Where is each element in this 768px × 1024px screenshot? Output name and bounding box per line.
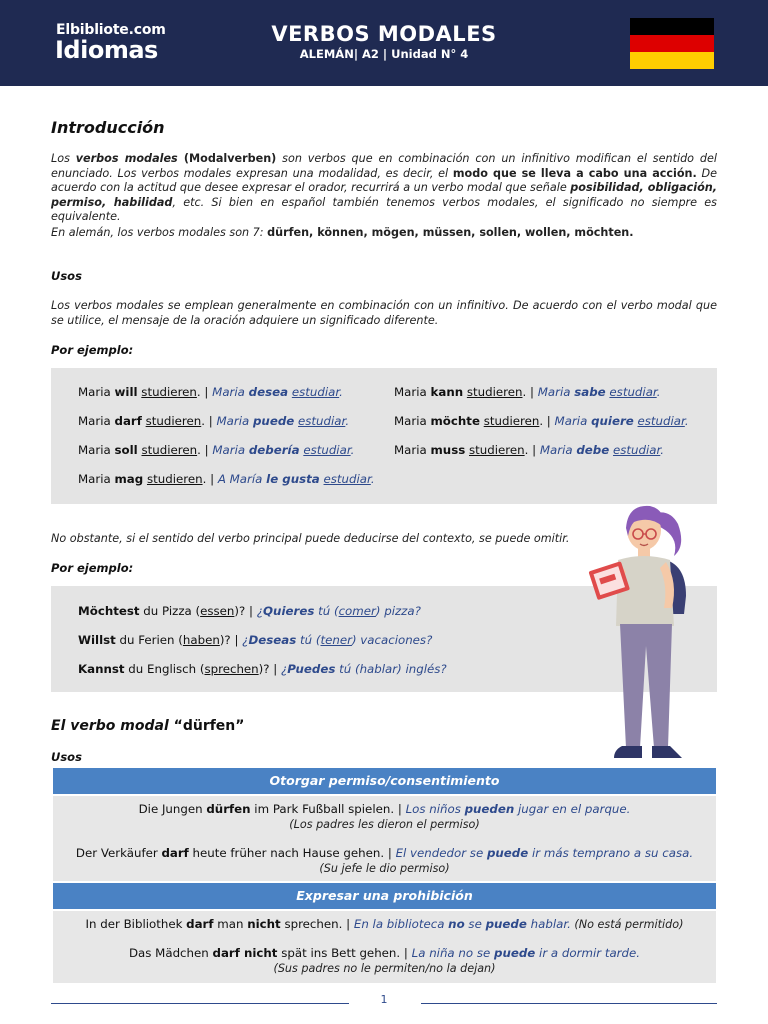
de-infinitive: studieren: [469, 443, 525, 457]
de-text: . |: [196, 385, 213, 399]
de-modal: kann: [430, 385, 464, 399]
example-line: [394, 414, 689, 428]
es-negation: no: [448, 917, 465, 931]
es-text: Maria: [554, 414, 592, 428]
intro-text: De acuerdo con la actitud que desee expresar el orador, recurrirá a un verbo modal que señale: [51, 166, 717, 195]
example-note: (Su jefe le dio permiso): [319, 862, 450, 875]
example-note: (Sus padres no le permiten/no la dejan): [273, 962, 496, 975]
intro-bold: (Modalverben): [177, 152, 277, 165]
de-text: . |: [539, 414, 555, 428]
usos-label: Usos: [51, 269, 82, 283]
de-text: )? |: [219, 633, 243, 647]
por-ejemplo-label-2: Por ejemplo:: [51, 561, 134, 575]
de-infinitive: studieren: [141, 385, 197, 399]
example-line: [394, 385, 660, 399]
de-modal: darf nicht: [212, 946, 278, 960]
de-text: Maria: [78, 414, 115, 428]
de-text: Maria: [394, 443, 431, 457]
example-line: [78, 385, 343, 399]
es-text: Maria: [212, 443, 249, 457]
example-line: [78, 662, 447, 676]
page-number: 1: [380, 993, 388, 1006]
example-row: [53, 846, 716, 876]
de-text: Maria: [78, 443, 115, 457]
es-modal: quiere: [591, 414, 634, 428]
intro-heading: Introducción: [51, 118, 165, 137]
de-text: sprechen. |: [280, 917, 354, 931]
girl-reading-illustration: [588, 496, 698, 766]
de-modal: muss: [430, 443, 466, 457]
es-text: .: [660, 443, 665, 457]
de-text: Maria: [394, 385, 431, 399]
es-text: .: [656, 385, 661, 399]
de-text: spät ins Bett gehen. |: [277, 946, 412, 960]
es-modal: le gusta: [266, 472, 320, 486]
es-text: se: [464, 917, 486, 931]
section-body-prohibicion: [53, 911, 716, 983]
intro-text: , etc. Si bien en español también tenemos verbos modales, el significado no siempre es equivalente.: [51, 195, 717, 224]
es-text: ) vacaciones?: [351, 633, 433, 647]
intro-text: Los: [51, 152, 76, 165]
es-modal: desea: [248, 385, 289, 399]
es-text: ) pizza?: [375, 604, 421, 618]
de-text: )? |: [258, 662, 281, 676]
example-row: [53, 802, 716, 832]
es-text: Maria: [537, 385, 575, 399]
page-subtitle: ALEMÁN| A2 | Unidad N° 4: [299, 47, 469, 61]
de-text: . |: [202, 472, 218, 486]
es-modal: puede: [485, 917, 527, 931]
es-text: .: [339, 385, 343, 399]
de-text: Der Verkäufer: [75, 846, 162, 860]
page-header: [0, 0, 768, 86]
logo-bottom-text: Idiomas: [55, 36, 158, 64]
de-infinitive: sprechen: [204, 662, 259, 676]
footer-rule-right: [421, 1003, 717, 1004]
intro-bold: verbos modales: [75, 152, 178, 165]
de-modal: mag: [114, 472, 144, 486]
de-text: im Park Fußball spielen. |: [250, 802, 406, 816]
es-infinitive: estudiar: [323, 472, 371, 486]
es-modal: puede: [252, 414, 295, 428]
de-text: . |: [201, 414, 217, 428]
es-modal: debe: [576, 443, 610, 457]
es-text: tú (: [296, 633, 321, 647]
es-infinitive: estudiar: [609, 385, 657, 399]
example-line: [78, 443, 354, 457]
example-note: (No está permitido): [570, 918, 684, 931]
es-text: .: [370, 472, 375, 486]
es-infinitive: estudiar: [637, 414, 685, 428]
de-text: Maria: [78, 472, 115, 486]
german-flag-icon: [630, 18, 714, 69]
example-row: [53, 917, 716, 932]
de-infinitive: studieren: [146, 472, 203, 486]
de-infinitive: essen: [200, 604, 235, 618]
modal-list: dürfen, können, mögen, müssen, sollen, wollen, möchten.: [267, 226, 634, 239]
es-text: ¿: [242, 633, 249, 647]
es-modal: puede: [494, 946, 536, 960]
es-text: tú (: [314, 604, 339, 618]
durfen-heading-verb: “dürfen”: [173, 718, 245, 734]
example-line: [78, 472, 375, 486]
de-text: )? |: [234, 604, 257, 618]
es-modal: Puedes: [287, 662, 336, 676]
es-infinitive: estudiar: [298, 414, 346, 428]
example-line: [78, 633, 432, 647]
examples-box: [51, 368, 717, 504]
footer-rule-left: [51, 1003, 349, 1004]
por-ejemplo-label: Por ejemplo:: [51, 343, 134, 357]
intro-modals-paragraph: [51, 226, 717, 241]
de-text: Die Jungen: [138, 802, 207, 816]
de-text: heute früher nach Hause gehen. |: [188, 846, 396, 860]
de-text: . |: [197, 443, 213, 457]
es-text: ¿: [281, 662, 288, 676]
es-infinitive: estudiar: [291, 385, 340, 399]
es-infinitive: comer: [338, 604, 376, 618]
de-infinitive: studieren: [145, 414, 202, 428]
es-text: Los niños: [405, 802, 465, 816]
es-text: El vendedor se: [395, 846, 487, 860]
example-line: [78, 414, 349, 428]
es-text: Maria: [212, 385, 249, 399]
de-modal: Kannst: [78, 662, 125, 676]
de-modal: will: [114, 385, 138, 399]
durfen-usos-label: Usos: [51, 750, 82, 764]
flag-stripe-gold: [630, 52, 714, 69]
es-text: .: [684, 414, 689, 428]
section-body-permiso: [53, 796, 716, 881]
es-infinitive: estudiar: [303, 443, 351, 457]
es-text: jugar en el parque.: [514, 802, 631, 816]
de-infinitive: studieren: [483, 414, 540, 428]
de-text: Maria: [78, 385, 115, 399]
es-text: Maria: [539, 443, 577, 457]
logo-top-text: Elbibliote.com: [56, 22, 166, 38]
es-modal: debería: [248, 443, 300, 457]
de-infinitive: studieren: [141, 443, 198, 457]
intro-bold: modo que se lleva a cabo una acción.: [452, 166, 697, 180]
de-modal: darf: [114, 414, 142, 428]
intro-text: En alemán, los verbos modales son 7:: [51, 226, 268, 239]
es-infinitive: tener: [320, 633, 352, 647]
intro-paragraph: [51, 152, 717, 225]
flag-stripe-black: [630, 18, 714, 35]
de-text: man: [213, 917, 248, 931]
es-modal: Quieres: [263, 604, 315, 618]
es-text: ir más temprano a su casa.: [528, 846, 694, 860]
de-text: du Englisch (: [124, 662, 205, 676]
de-infinitive: haben: [182, 633, 220, 647]
de-modal: dürfen: [206, 802, 251, 816]
section-header-permiso: Otorgar permiso/consentimiento: [53, 768, 716, 794]
es-text: A María: [217, 472, 267, 486]
de-modal: Willst: [78, 633, 116, 647]
de-modal: möchte: [430, 414, 480, 428]
es-text: La niña no se: [411, 946, 494, 960]
intro-text: son verbos que en combinación con un infinitivo modifican el sentido del enunciado. Los verbos modales expresan una modalidad, es decir, el: [51, 152, 717, 180]
de-text: du Pizza (: [139, 604, 201, 618]
es-text: .: [345, 414, 350, 428]
de-negation: nicht: [247, 917, 281, 931]
de-text: In der Bibliothek: [85, 917, 187, 931]
durfen-heading-text: El verbo modal: [51, 718, 174, 734]
de-text: du Ferien (: [115, 633, 183, 647]
de-text: . |: [522, 385, 538, 399]
es-text: En la biblioteca: [353, 917, 449, 931]
es-text: tú (hablar) inglés?: [335, 662, 447, 676]
de-text: Maria: [394, 414, 431, 428]
example-row: [53, 946, 716, 976]
example-line: [394, 443, 664, 457]
example-note: (Los padres les dieron el permiso): [289, 818, 480, 831]
de-modal: darf: [161, 846, 189, 860]
es-modal: sabe: [574, 385, 606, 399]
usos-paragraph: Los verbos modales se emplean generalmente en combinación con un infinitivo. De acuerdo con el verbo modal que se utilice, el mensaje de la oración adquiere un significado diferente.: [51, 299, 717, 327]
page-title: VERBOS MODALES: [271, 22, 497, 46]
de-modal: soll: [114, 443, 138, 457]
es-infinitive: estudiar: [613, 443, 661, 457]
es-text: ir a dormir tarde.: [535, 946, 641, 960]
es-modal: puede: [486, 846, 529, 860]
durfen-heading: [51, 718, 244, 734]
omit-paragraph: No obstante, si el sentido del verbo principal puede deducirse del contexto, se puede omitir.: [51, 532, 570, 545]
de-text: Das Mädchen: [128, 946, 213, 960]
es-text: hablar.: [526, 917, 571, 931]
intro-bold: posibilidad, obligación, permiso, habilidad: [51, 181, 717, 209]
flag-stripe-red: [630, 35, 714, 52]
es-text: ¿: [256, 604, 264, 618]
es-modal: Deseas: [248, 633, 297, 647]
de-infinitive: studieren: [466, 385, 523, 399]
es-modal: pueden: [464, 802, 515, 816]
de-modal: Möchtest: [78, 604, 140, 618]
es-text: Maria: [216, 414, 253, 428]
de-modal: darf: [186, 917, 214, 931]
de-text: . |: [524, 443, 540, 457]
es-text: .: [350, 443, 355, 457]
example-line: [78, 604, 421, 618]
section-header-prohibicion: Expresar una prohibición: [53, 883, 716, 909]
